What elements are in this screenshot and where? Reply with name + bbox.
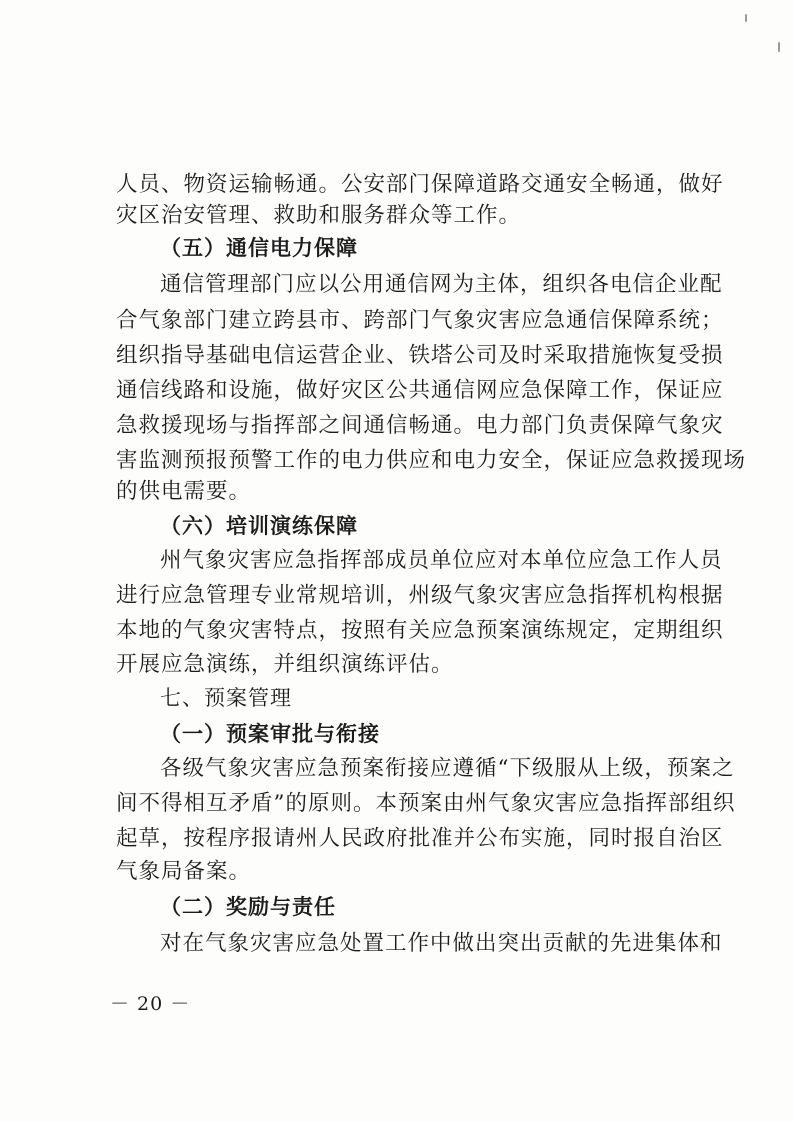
subsection-heading: （二）奖励与责任 bbox=[160, 895, 336, 919]
body-line: 间不得相互矛盾”的原则。本预案由州气象灾害应急指挥部组织 bbox=[116, 791, 736, 816]
scan-artifact bbox=[778, 42, 780, 52]
subsection-heading: （六）培训演练保障 bbox=[160, 514, 358, 538]
paragraph-first-line: 州气象灾害应急指挥部成员单位应对本单位应急工作人员 bbox=[160, 548, 723, 573]
body-line: 合气象部门建立跨县市、跨部门气象灾害应急通信保障系统； bbox=[116, 308, 724, 333]
body-line: 进行应急管理专业常规培训，州级气象灾害应急指挥机构根据 bbox=[116, 583, 724, 608]
body-line: 的供电需要。 bbox=[116, 479, 252, 504]
scan-artifact bbox=[745, 14, 747, 22]
body-line: 组织指导基础电信运营企业、铁塔公司及时采取措施恢复受损 bbox=[116, 343, 724, 368]
body-line: 开展应急演练，并组织演练评估。 bbox=[116, 652, 454, 677]
body-line: 气象局备案。 bbox=[116, 859, 252, 884]
body-line: 害监测预报预警工作的电力供应和电力安全，保证应急救援现场 bbox=[116, 448, 747, 473]
page-number: － 20 － bbox=[110, 993, 191, 1015]
subsection-heading: （五）通信电力保障 bbox=[160, 236, 358, 260]
body-line: 起草，按程序报请州人民政府批准并公布实施，同时报自治区 bbox=[116, 826, 724, 851]
body-line: 通信线路和设施，做好灾区公共通信网应急保障工作，保证应 bbox=[116, 378, 724, 403]
subsection-heading: （一）预案审批与衔接 bbox=[160, 722, 380, 746]
paragraph-first-line: 各级气象灾害应急预案衔接应遵循“下级服从上级，预案之 bbox=[160, 756, 735, 781]
body-line: 本地的气象灾害特点，按照有关应急预案演练规定，定期组织 bbox=[116, 618, 724, 643]
paragraph-first-line: 通信管理部门应以公用通信网为主体，组织各电信企业配 bbox=[160, 272, 723, 297]
section-heading: 七、预案管理 bbox=[160, 686, 292, 710]
paragraph-first-line: 对在气象灾害应急处置工作中做出突出贡献的先进集体和 bbox=[160, 931, 723, 956]
body-line: 人员、物资运输畅通。公安部门保障道路交通安全畅通，做好 bbox=[116, 172, 724, 197]
body-line: 灾区治安管理、救助和服务群众等工作。 bbox=[116, 203, 522, 228]
body-line: 急救援现场与指挥部之间通信畅通。电力部门负责保障气象灾 bbox=[116, 413, 724, 438]
